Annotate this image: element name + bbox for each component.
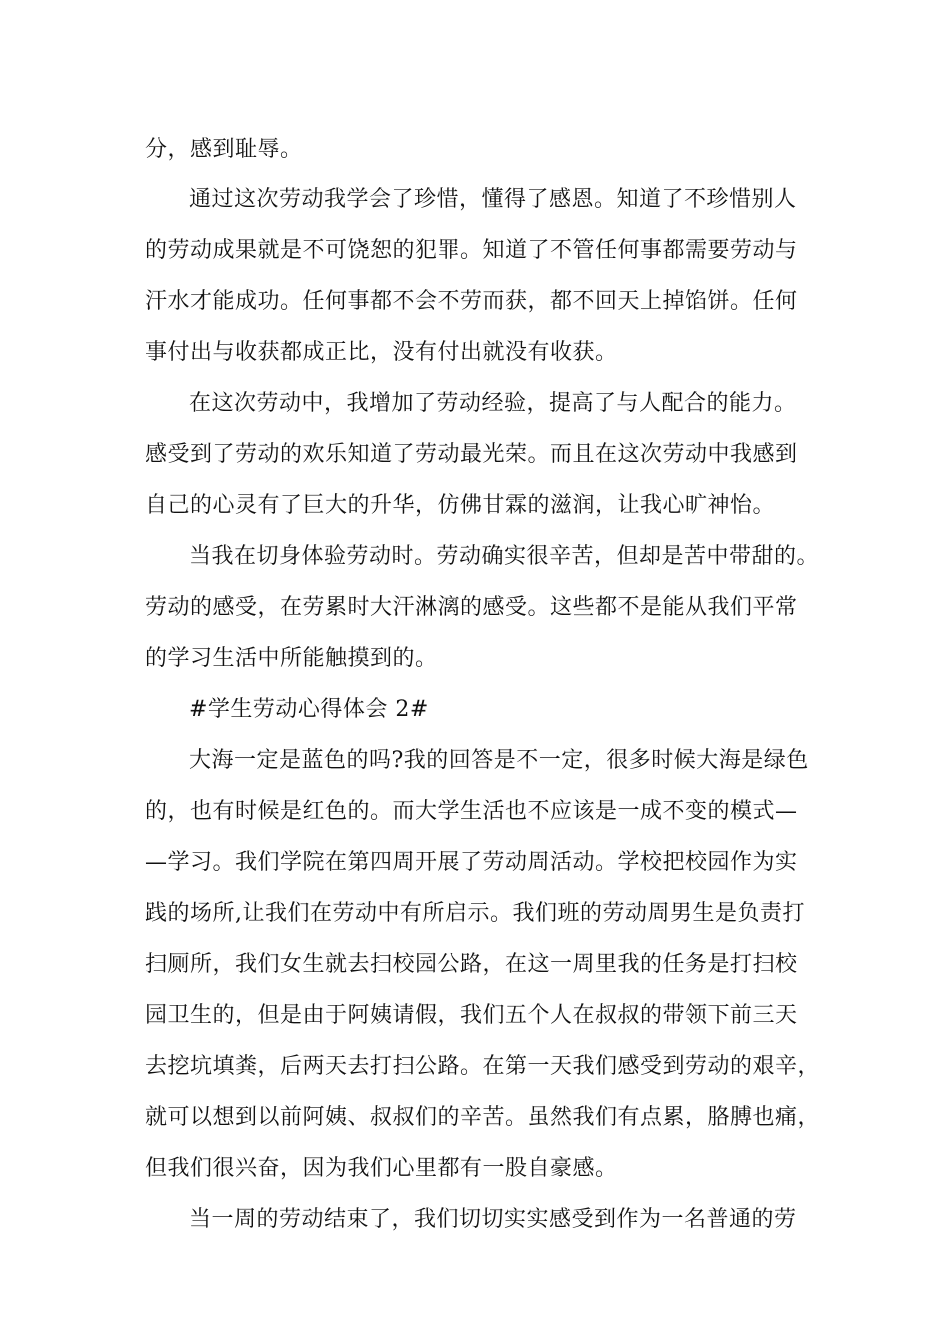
text-line: 汗水才能成功。任何事都不会不劳而获，都不回天上掉馅饼。任何 <box>145 289 798 314</box>
text-line: 自己的心灵有了巨大的升华，仿佛甘霖的滋润，让我心旷神怡。 <box>145 493 776 518</box>
text-line: 感受到了劳动的欢乐知道了劳动最光荣。而且在这次劳动中我感到 <box>145 442 798 467</box>
text-line: 的，也有时候是红色的。而大学生活也不应该是一成不变的模式— <box>145 799 798 824</box>
text-line: 的劳动成果就是不可饶恕的犯罪。知道了不管任何事都需要劳动与 <box>145 238 798 263</box>
paragraph-start-line: 当我在切身体验劳动时。劳动确实很辛苦，但却是苦中带甜的。 <box>189 544 820 569</box>
paragraph-start-line: 在这次劳动中，我增加了劳动经验，提高了与人配合的能力。 <box>189 391 797 416</box>
text-line: 园卫生的，但是由于阿姨请假，我们五个人在叔叔的带领下前三天 <box>145 1003 798 1028</box>
text-line: 就可以想到以前阿姨、叔叔们的辛苦。虽然我们有点累，胳膊也痛， <box>145 1105 821 1130</box>
text-line: 但我们很兴奋，因为我们心里都有一股自豪感。 <box>145 1156 618 1181</box>
paragraph-start-line: 当一周的劳动结束了，我们切切实实感受到作为一名普通的劳 <box>189 1207 797 1232</box>
text-line: 事付出与收获都成正比，没有付出就没有收获。 <box>145 340 618 365</box>
text-line: 分，感到耻辱。 <box>145 137 303 162</box>
paragraph-start-line: 通过这次劳动我学会了珍惜，懂得了感恩。知道了不珍惜别人 <box>189 187 797 212</box>
paragraph-start-line: 大海一定是蓝色的吗?我的回答是不一定，很多时候大海是绿色 <box>189 748 809 773</box>
text-line: 的学习生活中所能触摸到的。 <box>145 646 438 671</box>
text-line: —学习。我们学院在第四周开展了劳动周活动。学校把校园作为实 <box>145 850 798 875</box>
text-line: 去挖坑填粪，后两天去打扫公路。在第一天我们感受到劳动的艰辛， <box>145 1054 821 1079</box>
section-heading: #学生劳动心得体会 2# <box>189 697 429 722</box>
text-line: 践的场所,让我们在劳动中有所启示。我们班的劳动周男生是负责打 <box>145 901 805 926</box>
text-line: 扫厕所，我们女生就去扫校园公路，在这一周里我的任务是打扫校 <box>145 952 798 977</box>
text-line: 劳动的感受，在劳累时大汗淋漓的感受。这些都不是能从我们平常 <box>145 595 798 620</box>
